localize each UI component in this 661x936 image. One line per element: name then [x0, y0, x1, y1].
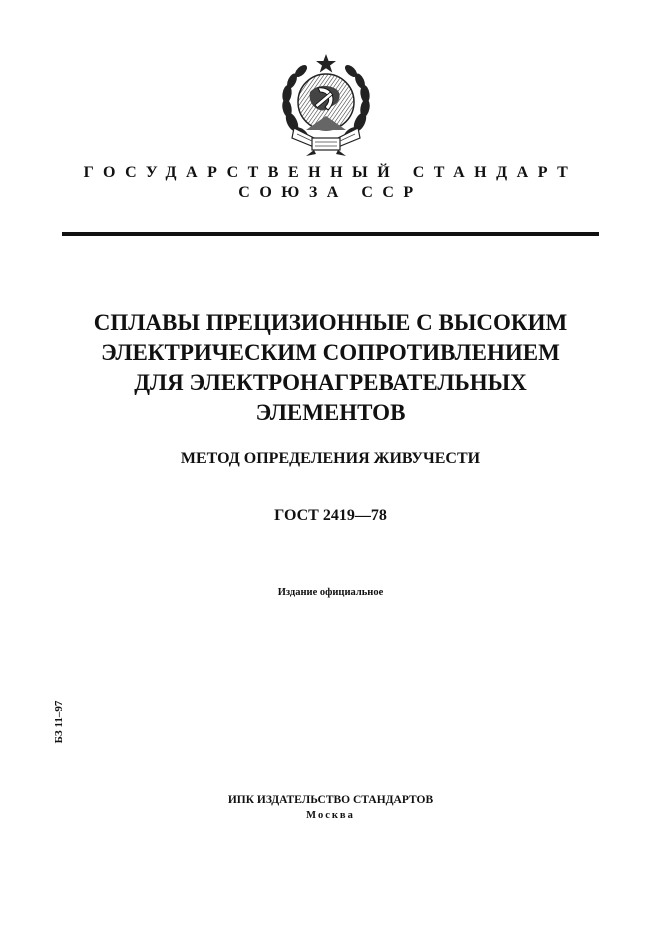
document-title	[40, 308, 621, 428]
title-line: ДЛЯ ЭЛЕКТРОНАГРЕВАТЕЛЬНЫХ	[134, 370, 527, 395]
title-line: ЭЛЕМЕНТОВ	[255, 400, 406, 425]
header-ussr: СОЮЗА ССР	[238, 184, 423, 201]
publisher-name: ИПК ИЗДАТЕЛЬСТВО СТАНДАРТОВ	[227, 794, 434, 806]
header-state-standard: ГОСУДАРСТВЕННЫЙ СТАНДАРТ	[83, 164, 578, 181]
edition-note: Издание официальное	[277, 587, 384, 598]
standard-designation: ГОСТ 2419—78	[274, 507, 387, 524]
publisher-city: Москва	[306, 810, 355, 821]
title-line: СПЛАВЫ ПРЕЦИЗИОННЫЕ С ВЫСОКИМ	[93, 310, 568, 335]
side-code: БЗ 11–97	[53, 700, 65, 744]
ussr-coat-of-arms-icon	[270, 52, 382, 158]
header-divider	[62, 232, 599, 236]
title-line: ЭЛЕКТРИЧЕСКИМ СОПРОТИВЛЕНИЕМ	[101, 340, 560, 365]
document-subtitle: МЕТОД ОПРЕДЕЛЕНИЯ ЖИВУЧЕСТИ	[180, 450, 481, 467]
